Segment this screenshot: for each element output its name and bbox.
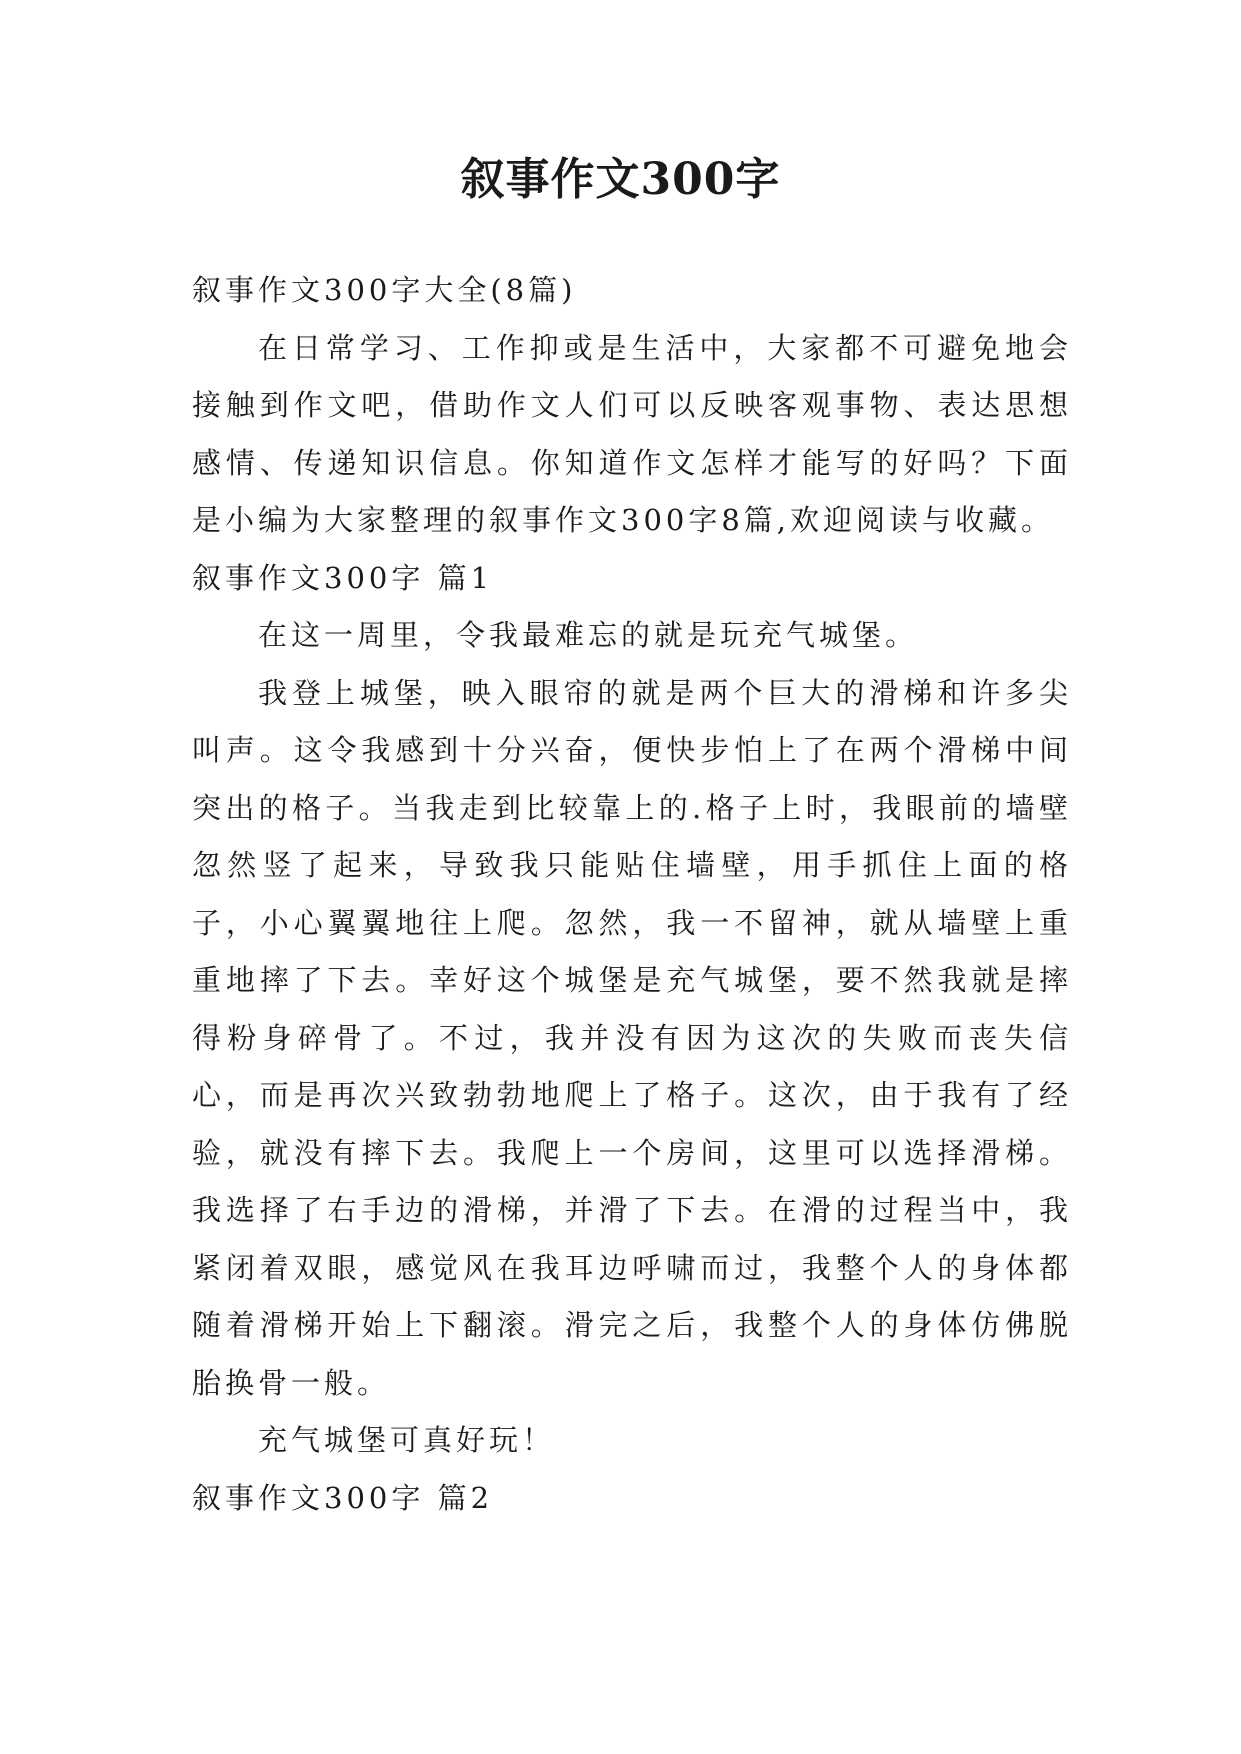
section-heading-1: 叙事作文300字 篇1 bbox=[192, 560, 494, 595]
intro-paragraph: 在日常学习、工作抑或是生活中，大家都不可避免地会接触到作文吧，借助作文人们可以反映客观事物、表达思想感情、传递知识信息。你知道作文怎样才能写的好吗？下面是小编为大家整理的叙事作文300字8篇,欢迎阅读与收藏。 bbox=[192, 330, 1072, 537]
section1-paragraph-1: 在这一周里，令我最难忘的就是玩充气城堡。 bbox=[258, 618, 919, 652]
section1-paragraph-3: 充气城堡可真好玩！ bbox=[258, 1423, 556, 1457]
section-heading-2: 叙事作文300字 篇2 bbox=[192, 1480, 494, 1515]
document-title: 叙事作文300字 bbox=[460, 154, 781, 205]
document-subtitle: 叙事作文300字大全(8篇) bbox=[192, 273, 577, 307]
document-body bbox=[192, 262, 1072, 1527]
section1-paragraph-2: 我登上城堡，映入眼帘的就是两个巨大的滑梯和许多尖叫声。这令我感到十分兴奋，便快步怕上了在两个滑梯中间突出的格子。当我走到比较靠上的.格子上时，我眼前的墙壁忽然竖了起来，导致我只能贴住墙壁，用手抓住上面的格子，小心翼翼地往上爬。忽然，我一不留神，就从墙壁上重重地摔了下去。幸好这个城堡是充气城堡，要不然我就是摔得粉身碎骨了。不过，我并没有因为这次的失败而丧失信心，而是再次兴致勃勃地爬上了格子。这次，由于我有了经验，就没有摔下去。我爬上一个房间，这里可以选择滑梯。我选择了右手边的滑梯，并滑了下去。在滑的过程当中，我紧闭着双眼，感觉风在我耳边呼啸而过，我整个人的身体都随着滑梯开始上下翻滚。滑完之后，我整个人的身体仿佛脱胎换骨一般。 bbox=[192, 675, 1072, 1400]
